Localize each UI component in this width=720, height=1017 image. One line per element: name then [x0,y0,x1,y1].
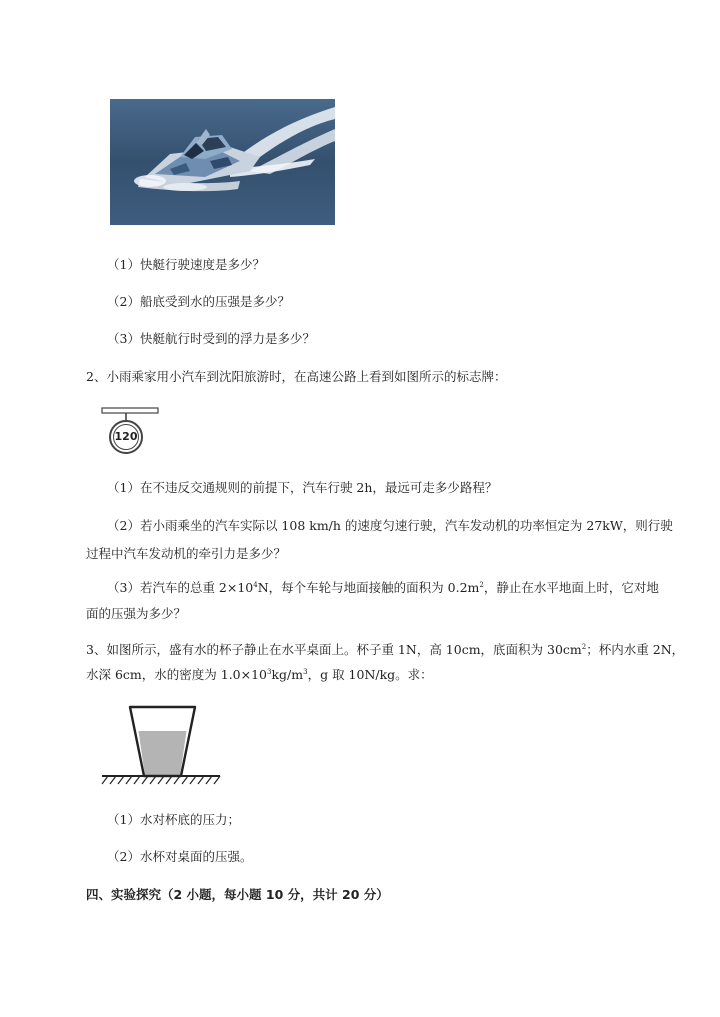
q2-sub3-exp2: 2 [479,580,484,589]
q3-stem-text-b: ；杯内水重 2N， [586,642,685,657]
q2-sub3-text-a: （3）若汽车的总重 2×10 [107,580,254,595]
q3-stem-line1 [86,642,684,658]
q3-sub1: （1）水对杯底的压力； [107,812,240,827]
speedboat-photo [110,99,335,225]
q1-sub2: （2）船底受到水的压强是多少？ [107,294,290,309]
speed-limit-sign [100,406,170,458]
q3-stem2-exp2: 3 [303,667,308,676]
q3-stem-line2 [86,667,433,683]
q3-sub2: （2）水杯对桌面的压强。 [107,849,253,864]
q2-sub3-line1 [107,580,659,596]
q2-sub2-line1: （2）若小雨乘坐的汽车实际以 108 km/h 的速度匀速行驶，汽车发动机的功率恒定为 27kW，则行驶 [107,518,673,533]
q3-stem-text-a: 3、如图所示，盛有水的杯子静止在水平桌面上。杯子重 1N，高 10cm，底面积为 30cm [86,642,582,657]
section4-heading: 四、实验探究（2 小题，每小题 10 分，共计 20 分） [86,887,389,902]
q2-sub3-line2: 面的压强为多少？ [86,606,187,621]
q2-sub1: （1）在不违反交通规则的前提下，汽车行驶 2h，最远可走多少路程？ [107,480,498,495]
q3-stem2-text-a: 水深 6cm，水的密度为 1.0×10 [86,667,268,682]
speed-limit-value: 120 [114,430,138,443]
q1-sub3: （3）快艇航行时受到的浮力是多少？ [107,331,315,346]
q3-stem2-exp: 3 [267,667,272,676]
q2-sub3-exp: 4 [253,580,258,589]
cup-of-water-icon [100,704,224,788]
q3-stem-exp: 2 [581,642,587,651]
q2-sub3-text-c: ，静止在水平地面上时，它对地 [483,580,659,595]
q2-sub3-text-b: N，每个车轮与地面接触的面积为 0.2m [257,580,480,595]
q2-stem: 2、小雨乘家用小汽车到沈阳旅游时，在高速公路上看到如图所示的标志牌： [86,369,507,384]
q3-stem2-text-b: kg/m [271,667,304,682]
speedboat-image [110,99,335,225]
q2-sub2-line2: 过程中汽车发动机的牵引力是多少？ [86,546,287,561]
q1-sub1: （1）快艇行驶速度是多少？ [107,257,265,272]
q3-stem2-text-c: ，g 取 10N/kg。求： [307,667,433,682]
cup-on-table-diagram [100,704,224,788]
